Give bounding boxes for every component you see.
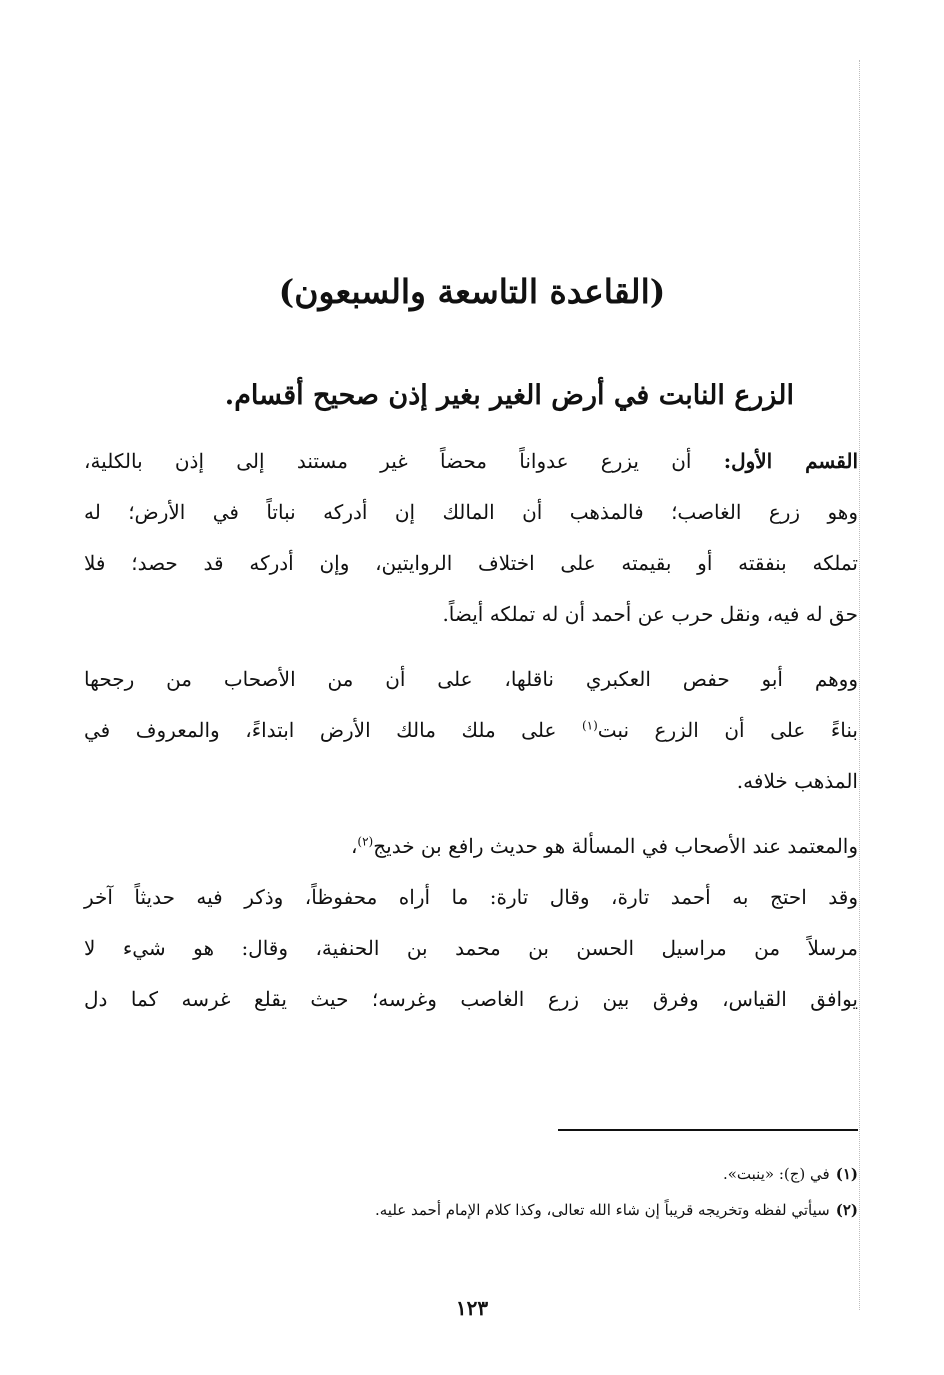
scan-edge-dots	[859, 60, 860, 1310]
text-segment: بناءً على أن الزرع نبت	[597, 718, 858, 742]
text-line: المذهب خلافه.	[736, 769, 858, 793]
text-line	[84, 821, 858, 872]
text-segment: والمعتمد عند الأصحاب في المسألة هو حديث رافع بن خديج	[373, 834, 858, 858]
footnote-text: في (ج): «ينبت».	[722, 1165, 830, 1183]
footnote-1	[150, 1156, 858, 1192]
text-line: مرسلاً من مراسيل الحسن بن محمد بن الحنفية، وقال: هو شيء لا	[84, 936, 858, 960]
footnote-text: سيأتي لفظه وتخريجه قريباً إن شاء الله تعالى، وكذا كلام الإمام أحمد عليه.	[374, 1201, 830, 1219]
text-line: وقد احتج به أحمد تارة، وقال تارة: ما أراه محفوظاً، وذكر فيه حديثاً آخر	[84, 885, 858, 909]
text-line: يوافق القياس، وفرق بين زرع الغاصب وغرسه؛ حيث يقلع غرسه كما دل	[84, 987, 858, 1011]
paragraph-3	[84, 821, 858, 1025]
main-text	[84, 436, 858, 1039]
footnote-2	[150, 1192, 858, 1228]
footnote-ref-2: (٢)	[357, 834, 374, 849]
chapter-title: (القاعدة التاسعة والسبعون)	[278, 272, 666, 311]
section-heading: الزرع النابت في أرض الغير بغير إذن صحيح أقسام.	[224, 380, 794, 411]
text-line	[84, 705, 858, 756]
section-lead: القسم الأول:	[723, 449, 859, 473]
text-line: وهو زرع الغاصب؛ فالمذهب أن المالك إن أدركه نباتاً في الأرض؛ له	[84, 500, 858, 524]
footnotes	[150, 1156, 858, 1228]
paragraph-2	[84, 654, 858, 807]
text-line: حق له فيه، ونقل حرب عن أحمد أن له تملكه أيضاً.	[442, 602, 858, 626]
footnote-ref-1: (١)	[581, 718, 598, 733]
footnote-separator	[558, 1129, 858, 1131]
footnote-number: (١)	[835, 1165, 858, 1183]
text-segment: ،	[350, 834, 358, 858]
text-segment: على ملك مالك الأرض ابتداءً، والمعروف في	[84, 718, 582, 742]
text-segment: أن يزرع عدواناً محضاً غير مستند إلى إذن بالكلية،	[84, 449, 724, 473]
text-line	[84, 436, 858, 487]
text-line: تملكه بنفقته أو بقيمته على اختلاف الروايتين، وإن أدركه قد حصد؛ فلا	[84, 551, 858, 575]
paragraph-1	[84, 436, 858, 640]
footnote-number: (٢)	[835, 1201, 858, 1219]
page-number: ١٢٣	[455, 1296, 489, 1320]
text-line: ووهم أبو حفص العكبري ناقلها، على أن من الأصحاب من رجحها	[84, 667, 858, 691]
